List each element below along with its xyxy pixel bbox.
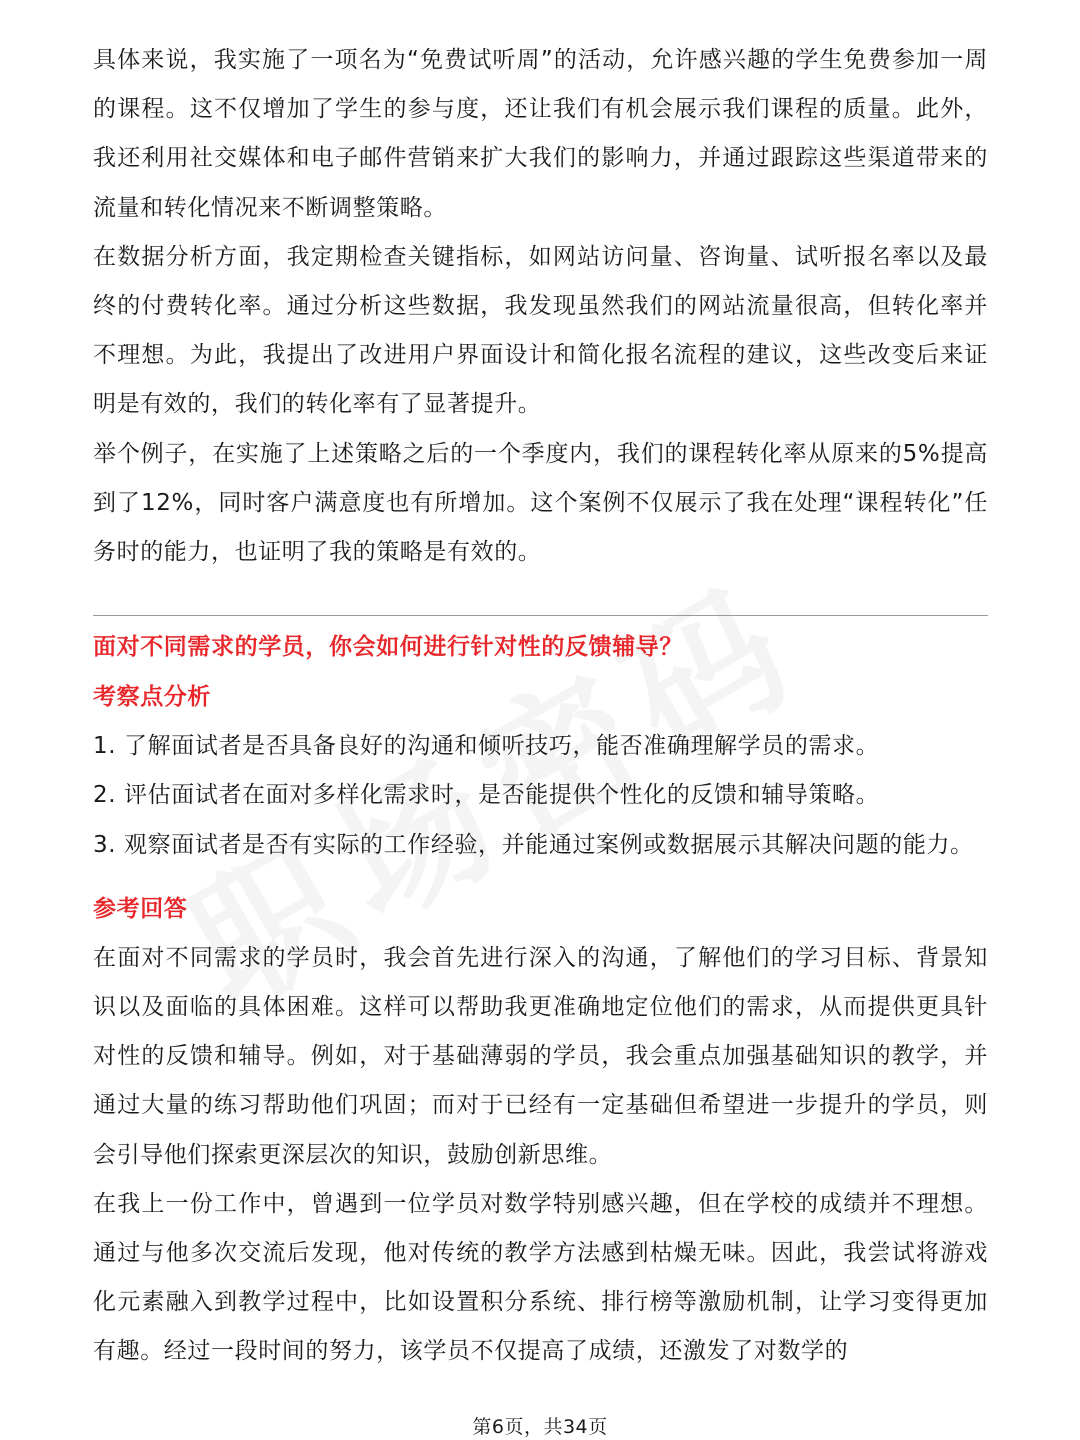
analysis-item-2: 2. 评估面试者在面对多样化需求时，是否能提供个性化的反馈和辅导策略。 bbox=[93, 782, 880, 809]
analysis-item-1: 1. 了解面试者是否具备良好的沟通和倾听技巧，能否准确理解学员的需求。 bbox=[93, 733, 880, 760]
analysis-heading: 考察点分析 bbox=[93, 684, 211, 711]
question-heading: 面对不同需求的学员，你会如何进行针对性的反馈辅导？ bbox=[93, 634, 683, 661]
answer-heading: 参考回答 bbox=[93, 895, 188, 922]
answer-paragraph-2: 在我上一份工作中，曾遇到一位学员对数学特别感兴趣，但在学校的成绩并不理想。通过与他多次交流后发现，他对传统的教学方法感到枯燥无味。因此，我尝试将游戏化元素融入到教学过程中，比如设置积分系统、排行榜等激励机制，让学习变得更加有趣。经过一段时间的努力，该学员不仅提高了成绩，还激发了对数学的 bbox=[93, 1190, 988, 1365]
page-number: 第6页，共34页 bbox=[472, 1416, 608, 1438]
paragraph-top-1: 具体来说，我实施了一项名为“免费试听周”的活动，允许感兴趣的学生免费参加一周的课程。这不仅增加了学生的参与度，还让我们有机会展示我们课程的质量。此外，我还利用社交媒体和电子邮件营销来扩大我们的影响力，并通过跟踪这些渠道带来的流量和转化情况来不断调整策略。 bbox=[93, 47, 988, 221]
answer-paragraph-1: 在面对不同需求的学员时，我会首先进行深入的沟通，了解他们的学习目标、背景知识以及面临的具体困难。这样可以帮助我更准确地定位他们的需求，从而提供更具针对性的反馈和辅导。例如，对于基础薄弱的学员，我会重点加强基础知识的教学，并通过大量的练习帮助他们巩固；而对于已经有一定基础但希望进一步提升的学员，则会引导他们探索更深层次的知识，鼓励创新思维。 bbox=[93, 944, 988, 1168]
paragraph-top-3: 举个例子，在实施了上述策略之后的一个季度内，我们的课程转化率从原来的5%提高到了12%，同时客户满意度也有所增加。这个案例不仅展示了我在处理“课程转化”任务时的能力，也证明了我的策略是有效的。 bbox=[93, 440, 988, 566]
section-divider bbox=[93, 615, 988, 616]
page-content bbox=[93, 36, 988, 1377]
paragraph-top-2: 在数据分析方面，我定期检查关键指标，如网站访问量、咨询量、试听报名率以及最终的付费转化率。通过分析这些数据，我发现虽然我们的网站流量很高，但转化率并不理想。为此，我提出了改进用户界面设计和简化报名流程的建议，这些改变后来证明是有效的，我们的转化率有了显著提升。 bbox=[93, 243, 988, 418]
analysis-item-3: 3. 观察面试者是否有实际的工作经验，并能通过案例或数据展示其解决问题的能力。 bbox=[93, 831, 974, 858]
